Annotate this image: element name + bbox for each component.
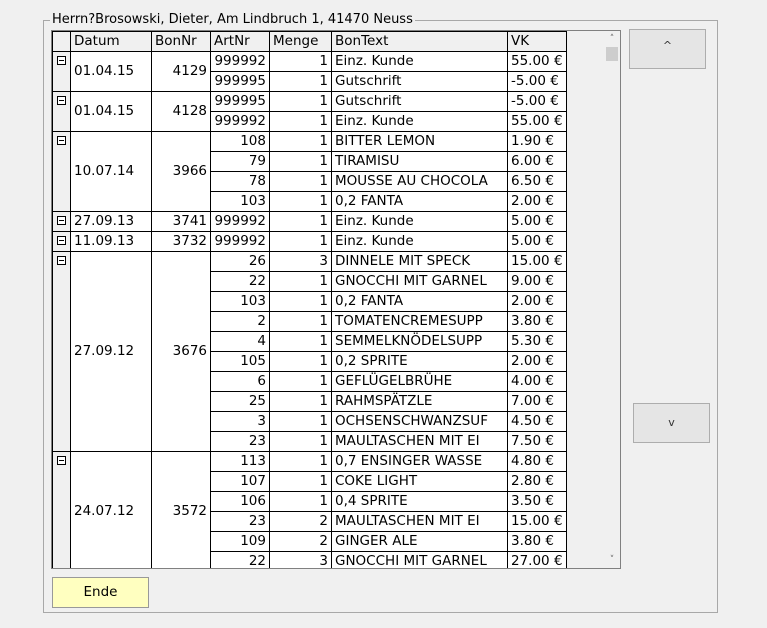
- datum-cell[interactable]: 10.07.14: [71, 132, 152, 212]
- bontext-cell[interactable]: Gutschrift: [332, 92, 508, 112]
- artnr-cell[interactable]: 106: [211, 492, 270, 512]
- artnr-cell[interactable]: 22: [211, 552, 270, 570]
- artnr-cell[interactable]: 78: [211, 172, 270, 192]
- bontext-cell[interactable]: GNOCCHI MIT GARNEL: [332, 272, 508, 292]
- menge-cell[interactable]: 1: [270, 112, 332, 132]
- artnr-cell[interactable]: 105: [211, 352, 270, 372]
- artnr-cell[interactable]: 26: [211, 252, 270, 272]
- vk-cell[interactable]: 2.80 €: [508, 472, 567, 492]
- artnr-cell[interactable]: 103: [211, 192, 270, 212]
- collapse-toggle[interactable]: [53, 232, 71, 252]
- bontext-cell[interactable]: MOUSSE AU CHOCOLA: [332, 172, 508, 192]
- vk-cell[interactable]: 7.00 €: [508, 392, 567, 412]
- bonnr-cell[interactable]: 3966: [152, 132, 211, 212]
- artnr-cell[interactable]: 999992: [211, 112, 270, 132]
- bonnr-cell[interactable]: 3732: [152, 232, 211, 252]
- datum-cell[interactable]: 01.04.15: [71, 92, 152, 132]
- menge-cell[interactable]: 1: [270, 272, 332, 292]
- minus-icon[interactable]: [57, 256, 66, 265]
- vk-cell[interactable]: 4.80 €: [508, 452, 567, 472]
- artnr-cell[interactable]: 23: [211, 512, 270, 532]
- bonnr-cell[interactable]: 4129: [152, 52, 211, 92]
- bontext-cell[interactable]: 0,4 SPRITE: [332, 492, 508, 512]
- scroll-down-button[interactable]: v: [633, 403, 710, 443]
- header-bontext[interactable]: BonText: [332, 32, 508, 52]
- vk-cell[interactable]: 55.00 €: [508, 52, 567, 72]
- artnr-cell[interactable]: 2: [211, 312, 270, 332]
- artnr-cell[interactable]: 999995: [211, 92, 270, 112]
- scroll-up-button[interactable]: ^: [629, 29, 706, 69]
- vk-cell[interactable]: 5.30 €: [508, 332, 567, 352]
- vk-cell[interactable]: 2.00 €: [508, 192, 567, 212]
- bontext-cell[interactable]: Einz. Kunde: [332, 212, 508, 232]
- artnr-cell[interactable]: 23: [211, 432, 270, 452]
- scrollbar-thumb[interactable]: [606, 47, 618, 61]
- table-row[interactable]: [53, 52, 567, 72]
- collapse-toggle[interactable]: [53, 212, 71, 232]
- datum-cell[interactable]: 27.09.13: [71, 212, 152, 232]
- minus-icon[interactable]: [57, 56, 66, 65]
- artnr-cell[interactable]: 107: [211, 472, 270, 492]
- table-row[interactable]: [53, 232, 567, 252]
- vk-cell[interactable]: 6.50 €: [508, 172, 567, 192]
- menge-cell[interactable]: 1: [270, 452, 332, 472]
- vk-cell[interactable]: 4.50 €: [508, 412, 567, 432]
- bontext-cell[interactable]: Gutschrift: [332, 72, 508, 92]
- vk-cell[interactable]: 2.00 €: [508, 352, 567, 372]
- bonnr-cell[interactable]: 4128: [152, 92, 211, 132]
- menge-cell[interactable]: 2: [270, 512, 332, 532]
- menge-cell[interactable]: 1: [270, 172, 332, 192]
- vertical-scrollbar[interactable]: [604, 31, 620, 568]
- artnr-cell[interactable]: 6: [211, 372, 270, 392]
- bonnr-cell[interactable]: 3741: [152, 212, 211, 232]
- artnr-cell[interactable]: 109: [211, 532, 270, 552]
- collapse-toggle[interactable]: [53, 52, 71, 92]
- menge-cell[interactable]: 1: [270, 52, 332, 72]
- menge-cell[interactable]: 1: [270, 72, 332, 92]
- vk-cell[interactable]: 15.00 €: [508, 252, 567, 272]
- vk-cell[interactable]: 5.00 €: [508, 232, 567, 252]
- bontext-cell[interactable]: 0,2 FANTA: [332, 292, 508, 312]
- bontext-cell[interactable]: RAHMSPÄTZLE: [332, 392, 508, 412]
- menge-cell[interactable]: 1: [270, 492, 332, 512]
- vk-cell[interactable]: 3.50 €: [508, 492, 567, 512]
- menge-cell[interactable]: 1: [270, 192, 332, 212]
- table-row[interactable]: [53, 252, 567, 272]
- menge-cell[interactable]: 1: [270, 332, 332, 352]
- bontext-cell[interactable]: DINNELE MIT SPECK: [332, 252, 508, 272]
- artnr-cell[interactable]: 25: [211, 392, 270, 412]
- minus-icon[interactable]: [57, 236, 66, 245]
- bontext-cell[interactable]: 0,2 FANTA: [332, 192, 508, 212]
- header-artnr[interactable]: ArtNr: [211, 32, 270, 52]
- bontext-cell[interactable]: Einz. Kunde: [332, 112, 508, 132]
- artnr-cell[interactable]: 999992: [211, 52, 270, 72]
- bontext-cell[interactable]: SEMMELKNÖDELSUPP: [332, 332, 508, 352]
- vk-cell[interactable]: 7.50 €: [508, 432, 567, 452]
- menge-cell[interactable]: 1: [270, 312, 332, 332]
- bontext-cell[interactable]: Einz. Kunde: [332, 52, 508, 72]
- collapse-toggle[interactable]: [53, 452, 71, 570]
- chevron-down-icon[interactable]: ˅: [609, 555, 615, 565]
- bontext-cell[interactable]: GNOCCHI MIT GARNEL: [332, 552, 508, 570]
- vk-cell[interactable]: 3.80 €: [508, 312, 567, 332]
- vk-cell[interactable]: 1.90 €: [508, 132, 567, 152]
- bontext-cell[interactable]: COKE LIGHT: [332, 472, 508, 492]
- datum-cell[interactable]: 27.09.12: [71, 252, 152, 452]
- vk-cell[interactable]: -5.00 €: [508, 92, 567, 112]
- collapse-toggle[interactable]: [53, 132, 71, 212]
- menge-cell[interactable]: 1: [270, 232, 332, 252]
- artnr-cell[interactable]: 79: [211, 152, 270, 172]
- datum-cell[interactable]: 11.09.13: [71, 232, 152, 252]
- artnr-cell[interactable]: 999995: [211, 72, 270, 92]
- table-row[interactable]: [53, 212, 567, 232]
- menge-cell[interactable]: 1: [270, 392, 332, 412]
- bontext-cell[interactable]: GEFLÜGELBRÜHE: [332, 372, 508, 392]
- vk-cell[interactable]: 55.00 €: [508, 112, 567, 132]
- artnr-cell[interactable]: 4: [211, 332, 270, 352]
- bontext-cell[interactable]: BITTER LEMON: [332, 132, 508, 152]
- datum-cell[interactable]: 24.07.12: [71, 452, 152, 570]
- bontext-cell[interactable]: MAULTASCHEN MIT EI: [332, 512, 508, 532]
- bontext-cell[interactable]: TOMATENCREMESUPP: [332, 312, 508, 332]
- bontext-cell[interactable]: TIRAMISU: [332, 152, 508, 172]
- collapse-toggle[interactable]: [53, 252, 71, 452]
- menge-cell[interactable]: 1: [270, 432, 332, 452]
- menge-cell[interactable]: 1: [270, 292, 332, 312]
- header-indicator: [53, 32, 71, 52]
- table-row[interactable]: [53, 92, 567, 112]
- table-row[interactable]: [53, 452, 567, 472]
- customer-title: Herrn?Brosowski, Dieter, Am Lindbruch 1, 41470 Neuss: [52, 12, 413, 27]
- collapse-toggle[interactable]: [53, 92, 71, 132]
- minus-icon[interactable]: [57, 136, 66, 145]
- datum-cell[interactable]: 01.04.15: [71, 52, 152, 92]
- menge-cell[interactable]: 3: [270, 552, 332, 570]
- minus-icon[interactable]: [57, 456, 66, 465]
- menge-cell[interactable]: 1: [270, 212, 332, 232]
- header-row: [53, 32, 567, 52]
- menge-cell[interactable]: 1: [270, 352, 332, 372]
- vk-cell[interactable]: -5.00 €: [508, 72, 567, 92]
- vk-cell[interactable]: 15.00 €: [508, 512, 567, 532]
- artnr-cell[interactable]: 113: [211, 452, 270, 472]
- header-vk[interactable]: VK: [508, 32, 567, 52]
- bonnr-cell[interactable]: 3572: [152, 452, 211, 570]
- vk-cell[interactable]: 2.00 €: [508, 292, 567, 312]
- bontext-cell[interactable]: MAULTASCHEN MIT EI: [332, 432, 508, 452]
- bontext-cell[interactable]: 0,7 ENSINGER WASSE: [332, 452, 508, 472]
- menge-cell[interactable]: 1: [270, 132, 332, 152]
- menge-cell[interactable]: 2: [270, 532, 332, 552]
- chevron-up-icon[interactable]: ˄: [609, 34, 615, 44]
- vk-cell[interactable]: 3.80 €: [508, 532, 567, 552]
- bontext-cell[interactable]: 0,2 SPRITE: [332, 352, 508, 372]
- header-menge[interactable]: Menge: [270, 32, 332, 52]
- header-datum[interactable]: Datum: [71, 32, 152, 52]
- vk-cell[interactable]: 9.00 €: [508, 272, 567, 292]
- menge-cell[interactable]: 1: [270, 372, 332, 392]
- artnr-cell[interactable]: 103: [211, 292, 270, 312]
- header-bonnr[interactable]: BonNr: [152, 32, 211, 52]
- artnr-cell[interactable]: 22: [211, 272, 270, 292]
- menge-cell[interactable]: 1: [270, 152, 332, 172]
- bontext-cell[interactable]: GINGER ALE: [332, 532, 508, 552]
- artnr-cell[interactable]: 999992: [211, 232, 270, 252]
- bontext-cell[interactable]: Einz. Kunde: [332, 232, 508, 252]
- minus-icon[interactable]: [57, 96, 66, 105]
- menge-cell[interactable]: 3: [270, 252, 332, 272]
- bontext-cell[interactable]: OCHSENSCHWANZSUF: [332, 412, 508, 432]
- receipt-grid[interactable]: [51, 30, 621, 569]
- vk-cell[interactable]: 6.00 €: [508, 152, 567, 172]
- table-row[interactable]: [53, 132, 567, 152]
- vk-cell[interactable]: 5.00 €: [508, 212, 567, 232]
- menge-cell[interactable]: 1: [270, 412, 332, 432]
- artnr-cell[interactable]: 108: [211, 132, 270, 152]
- artnr-cell[interactable]: 999992: [211, 212, 270, 232]
- bonnr-cell[interactable]: 3676: [152, 252, 211, 452]
- menge-cell[interactable]: 1: [270, 472, 332, 492]
- vk-cell[interactable]: 27.00 €: [508, 552, 567, 570]
- minus-icon[interactable]: [57, 216, 66, 225]
- receipt-table: [52, 31, 567, 569]
- menge-cell[interactable]: 1: [270, 92, 332, 112]
- ende-button[interactable]: Ende: [52, 577, 149, 608]
- vk-cell[interactable]: 4.00 €: [508, 372, 567, 392]
- artnr-cell[interactable]: 3: [211, 412, 270, 432]
